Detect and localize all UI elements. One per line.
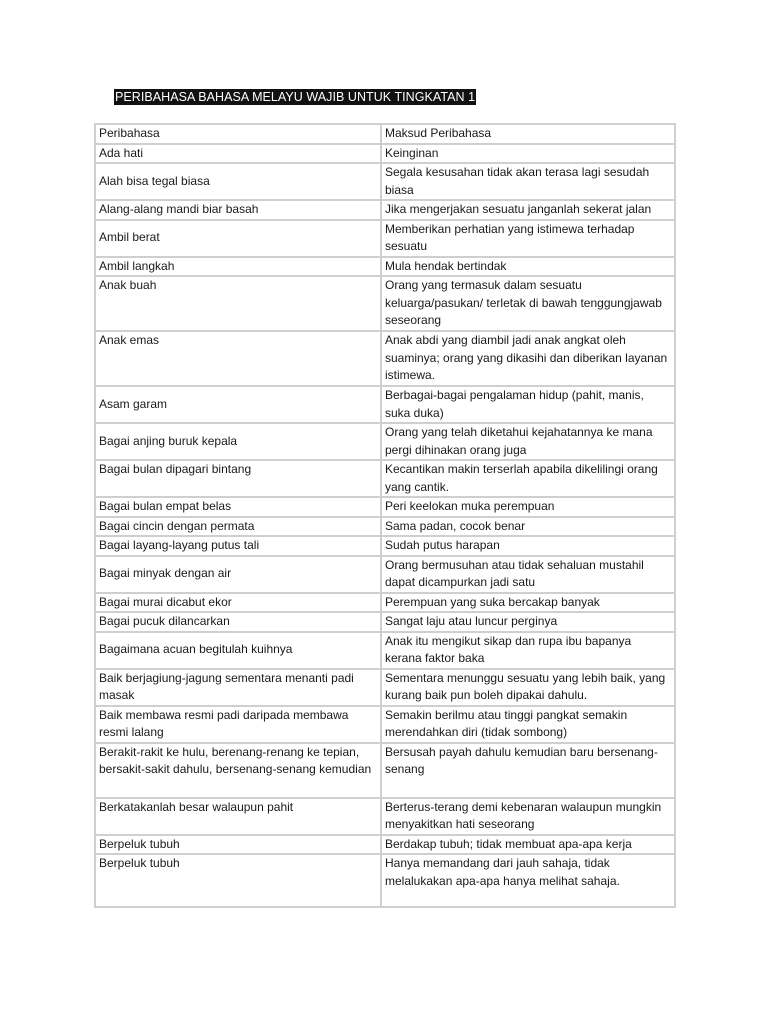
- proverb-cell: Bagai bulan dipagari bintang: [95, 460, 381, 497]
- table-row: [95, 556, 675, 593]
- proverb-cell: Berkatakanlah besar walaupun pahit: [95, 798, 381, 835]
- meaning-cell: Semakin berilmu atau tinggi pangkat semakin merendahkan diri (tidak sombong): [381, 706, 675, 743]
- table-row: [95, 144, 675, 164]
- table-row: [95, 706, 675, 743]
- meaning-cell: Perempuan yang suka bercakap banyak: [381, 593, 675, 613]
- table-row: [95, 200, 675, 220]
- meaning-cell: Segala kesusahan tidak akan terasa lagi sesudah biasa: [381, 163, 675, 200]
- table-row: [95, 632, 675, 669]
- meaning-cell: Mula hendak bertindak: [381, 257, 675, 277]
- meaning-cell: Sangat laju atau luncur perginya: [381, 612, 675, 632]
- table-row: [95, 460, 675, 497]
- proverb-cell: Baik membawa resmi padi daripada membawa resmi lalang: [95, 706, 381, 743]
- table-row: [95, 669, 675, 706]
- table-row: [95, 163, 675, 200]
- proverb-cell: Anak emas: [95, 331, 381, 386]
- proverb-cell: Berpeluk tubuh: [95, 854, 381, 907]
- meaning-cell: Sementara menunggu sesuatu yang lebih baik, yang kurang baik pun boleh dipakai dahulu.: [381, 669, 675, 706]
- document-title: PERIBAHASA BAHASA MELAYU WAJIB UNTUK TINGKATAN 1: [115, 90, 476, 104]
- meaning-cell: Anak abdi yang diambil jadi anak angkat oleh suaminya; orang yang dikasihi dan diberikan layanan istimewa.: [381, 331, 675, 386]
- proverb-cell: Ada hati: [95, 144, 381, 164]
- meaning-cell: Orang yang termasuk dalam sesuatu keluarga/pasukan/ terletak di bawah tenggungjawab seseorang: [381, 276, 675, 331]
- meaning-cell: Bersusah payah dahulu kemudian baru bersenang-senang: [381, 743, 675, 798]
- proverb-cell: Alang-alang mandi biar basah: [95, 200, 381, 220]
- proverb-cell: Bagai bulan empat belas: [95, 497, 381, 517]
- table-row: [95, 612, 675, 632]
- meaning-cell: Jika mengerjakan sesuatu janganlah sekerat jalan: [381, 200, 675, 220]
- proverb-cell: Bagai pucuk dilancarkan: [95, 612, 381, 632]
- proverb-table: [94, 123, 676, 908]
- header-proverb: Peribahasa: [95, 124, 381, 144]
- proverb-cell: Bagaimana acuan begitulah kuihnya: [95, 632, 381, 669]
- table-row: [95, 854, 675, 907]
- meaning-cell: Memberikan perhatian yang istimewa terhadap sesuatu: [381, 220, 675, 257]
- meaning-cell: Berbagai-bagai pengalaman hidup (pahit, manis, suka duka): [381, 386, 675, 423]
- table-row: [95, 386, 675, 423]
- proverb-cell: Berakit-rakit ke hulu, berenang-renang ke tepian, bersakit-sakit dahulu, bersenang-senang kemudian: [95, 743, 381, 798]
- table-row: [95, 423, 675, 460]
- meaning-cell: Sama padan, cocok benar: [381, 517, 675, 537]
- header-meaning: Maksud Peribahasa: [381, 124, 675, 144]
- proverb-cell: Bagai cincin dengan permata: [95, 517, 381, 537]
- table-row: [95, 331, 675, 386]
- meaning-cell: Kecantikan makin terserlah apabila dikelilingi orang yang cantik.: [381, 460, 675, 497]
- proverb-cell: Bagai minyak dengan air: [95, 556, 381, 593]
- meaning-cell: Anak itu mengikut sikap dan rupa ibu bapanya kerana faktor baka: [381, 632, 675, 669]
- proverb-cell: Berpeluk tubuh: [95, 835, 381, 855]
- meaning-cell: Sudah putus harapan: [381, 536, 675, 556]
- meaning-cell: Berdakap tubuh; tidak membuat apa-apa kerja: [381, 835, 675, 855]
- meaning-cell: Keinginan: [381, 144, 675, 164]
- table-row: [95, 536, 675, 556]
- table-row: [95, 517, 675, 537]
- table-row: [95, 276, 675, 331]
- proverb-cell: Alah bisa tegal biasa: [95, 163, 381, 200]
- table-row: [95, 593, 675, 613]
- meaning-cell: Hanya memandang dari jauh sahaja, tidak melalukakan apa-apa hanya melihat sahaja.: [381, 854, 675, 907]
- proverb-cell: Anak buah: [95, 276, 381, 331]
- proverb-cell: Ambil berat: [95, 220, 381, 257]
- table-row: [95, 497, 675, 517]
- proverb-cell: Asam garam: [95, 386, 381, 423]
- table-row: [95, 743, 675, 798]
- proverb-cell: Ambil langkah: [95, 257, 381, 277]
- meaning-cell: Berterus-terang demi kebenaran walaupun mungkin menyakitkan hati seseorang: [381, 798, 675, 835]
- proverb-cell: Bagai anjing buruk kepala: [95, 423, 381, 460]
- table-row: [95, 798, 675, 835]
- table-row: [95, 257, 675, 277]
- proverb-cell: Baik berjagiung-jagung sementara menanti padi masak: [95, 669, 381, 706]
- proverb-cell: Bagai murai dicabut ekor: [95, 593, 381, 613]
- table-row: [95, 220, 675, 257]
- table-row: [95, 835, 675, 855]
- meaning-cell: Orang yang telah diketahui kejahatannya ke mana pergi dihinakan orang juga: [381, 423, 675, 460]
- proverb-cell: Bagai layang-layang putus tali: [95, 536, 381, 556]
- table-header-row: [95, 124, 675, 144]
- meaning-cell: Peri keelokan muka perempuan: [381, 497, 675, 517]
- meaning-cell: Orang bermusuhan atau tidak sehaluan mustahil dapat dicampurkan jadi satu: [381, 556, 675, 593]
